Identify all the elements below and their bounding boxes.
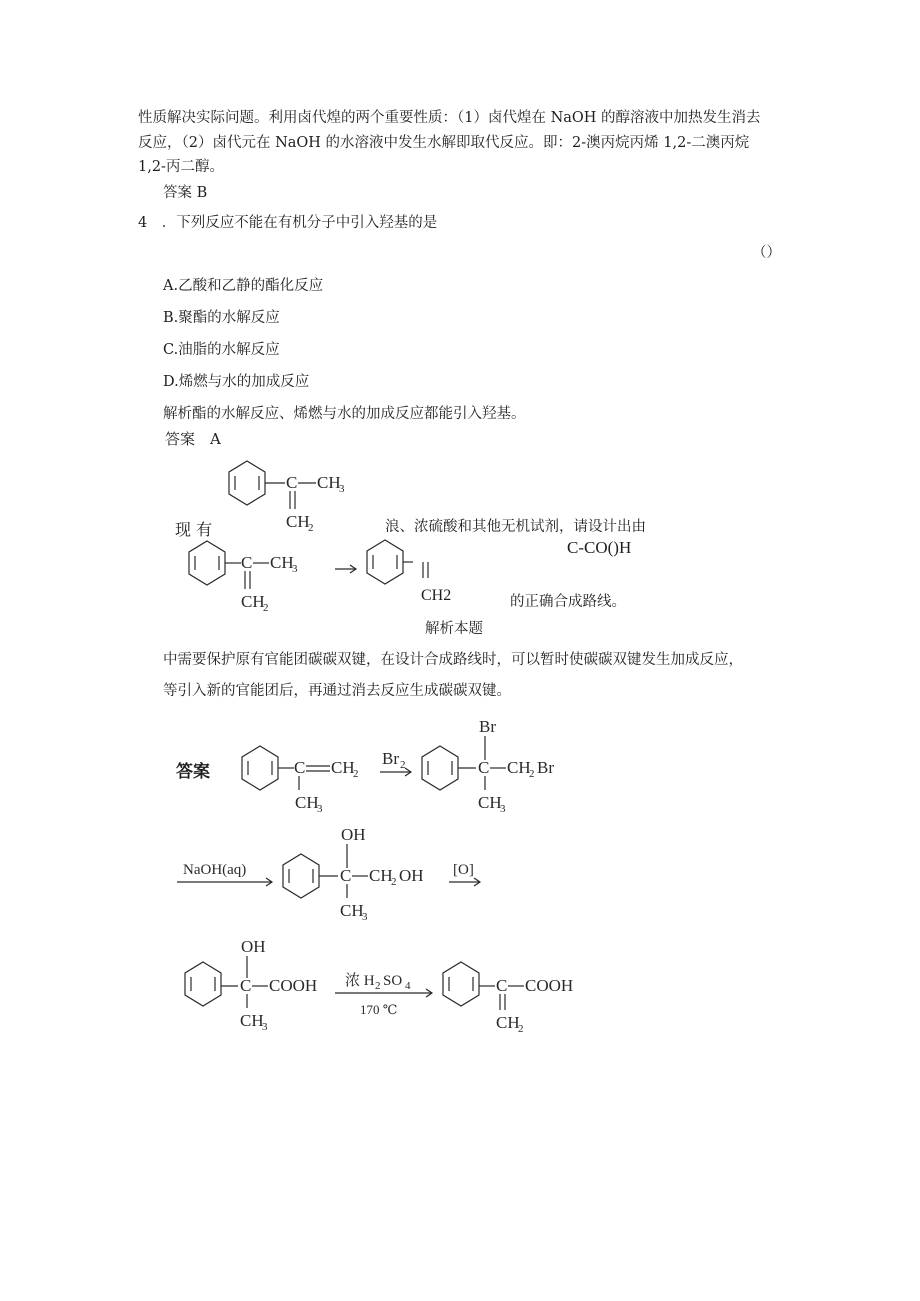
svg-text:浓 H: 浓 H — [345, 973, 375, 989]
svg-text:2: 2 — [400, 759, 406, 771]
svg-text:C: C — [340, 866, 352, 885]
svg-text:Br: Br — [479, 717, 496, 736]
svg-text:CH: CH — [369, 866, 393, 885]
svg-text:CH: CH — [295, 793, 319, 812]
svg-text:2: 2 — [263, 602, 269, 614]
structure-target-acid — [357, 534, 447, 594]
svg-text:2: 2 — [391, 876, 397, 888]
svg-text:CH: CH — [507, 758, 531, 777]
svg-text:CH: CH — [240, 1011, 264, 1030]
q4-option-b: B.聚酯的水解反应 — [163, 310, 280, 326]
svg-text:OH: OH — [399, 866, 424, 885]
q5-answer-label: 答案 — [176, 762, 210, 782]
svg-text:170 ℃: 170 ℃ — [360, 1002, 398, 1017]
svg-text:2: 2 — [529, 768, 535, 780]
svg-text:CH: CH — [317, 473, 341, 492]
svg-text:2: 2 — [375, 980, 381, 992]
intro-line-2: 反应，（2）卤代元在 NaOH 的水溶液中发生水解即取代反应。即：2-澳丙烷丙烯 1,2-二澳丙烷 — [138, 135, 750, 151]
svg-text:3: 3 — [362, 911, 368, 923]
svg-text:C: C — [496, 976, 508, 995]
svg-text:CH: CH — [496, 1013, 520, 1032]
q4-answer: 答案 A — [165, 430, 221, 448]
svg-text:3: 3 — [500, 803, 506, 815]
svg-text:2: 2 — [353, 768, 359, 780]
svg-text:Br: Br — [382, 749, 399, 768]
q5-text-1: 浪、浓硫酸和其他无机试剂，请设计出由 — [385, 519, 646, 535]
svg-text:CH: CH — [331, 758, 355, 777]
q5-product-formula: C-CO()H — [567, 538, 632, 557]
answer-route-step-3 — [175, 930, 605, 1040]
q4-answer-paren: （） — [752, 245, 781, 261]
svg-text:3: 3 — [339, 483, 345, 495]
svg-text:CH: CH — [478, 793, 502, 812]
svg-text:3: 3 — [292, 563, 298, 575]
q3-answer: 答案 B — [163, 185, 208, 201]
answer-route-step-2 — [173, 822, 513, 922]
svg-text:[O]: [O] — [453, 862, 474, 878]
svg-text:COOH: COOH — [525, 976, 574, 995]
svg-text:CH: CH — [241, 592, 265, 611]
svg-text:3: 3 — [317, 803, 323, 815]
q5-analysis-label: 解析本题 — [425, 621, 483, 637]
svg-text:C: C — [241, 553, 253, 572]
q4-option-a: A.乙酸和乙静的酯化反应 — [163, 278, 324, 294]
svg-text:4: 4 — [405, 980, 411, 992]
svg-text:2: 2 — [518, 1023, 524, 1035]
q5-ch2-label: CH2 — [421, 587, 452, 604]
intro-line-1: 性质解决实际问题。利用卤代煌的两个重要性质：（1）卤代煌在 NaOH 的醇溶液中加热发生消去 — [138, 110, 761, 126]
benzene-ring — [229, 461, 265, 505]
answer-route-step-1 — [232, 712, 652, 822]
svg-text:C: C — [240, 976, 252, 995]
q4-stem: 4 ．下列反应不能在有机分子中引入羟基的是 — [138, 215, 438, 231]
q5-analysis-line-2: 等引入新的官能团后，再通过消去反应生成碳碳双键。 — [163, 683, 511, 699]
svg-text:C: C — [478, 758, 490, 777]
svg-text:Br: Br — [537, 758, 554, 777]
structure-alpha-methylstyrene-start — [175, 535, 335, 615]
svg-text:C: C — [294, 758, 306, 777]
q5-analysis-line-1: 中需要保护原有官能团碳碳双键，在设计合成路线时，可以暂时使碳碳双键发生加成反应， — [163, 652, 743, 668]
svg-text:CH: CH — [340, 901, 364, 920]
intro-line-3: 1,2-丙二醇。 — [138, 159, 224, 175]
svg-text:2: 2 — [308, 522, 314, 534]
q4-option-d: D.烯燃与水的加成反应 — [163, 374, 310, 390]
svg-text:COOH: COOH — [269, 976, 318, 995]
svg-text:3: 3 — [262, 1021, 268, 1033]
q5-text-2: 的正确合成路线。 — [510, 594, 626, 610]
q4-analysis: 解析酯的水解反应、烯燃与水的加成反应都能引入羟基。 — [163, 406, 526, 422]
svg-text:C: C — [286, 473, 298, 492]
q5-xianyou: 现 有 — [175, 520, 213, 539]
svg-text:OH: OH — [241, 937, 266, 956]
svg-text:NaOH(aq): NaOH(aq) — [183, 862, 247, 878]
svg-text:CH: CH — [270, 553, 294, 572]
svg-text:OH: OH — [341, 825, 366, 844]
structure-alpha-methylstyrene-top — [215, 455, 375, 535]
q4-option-c: C.油脂的水解反应 — [163, 342, 280, 358]
svg-text:CH: CH — [286, 512, 310, 531]
svg-text:SO: SO — [383, 973, 403, 989]
